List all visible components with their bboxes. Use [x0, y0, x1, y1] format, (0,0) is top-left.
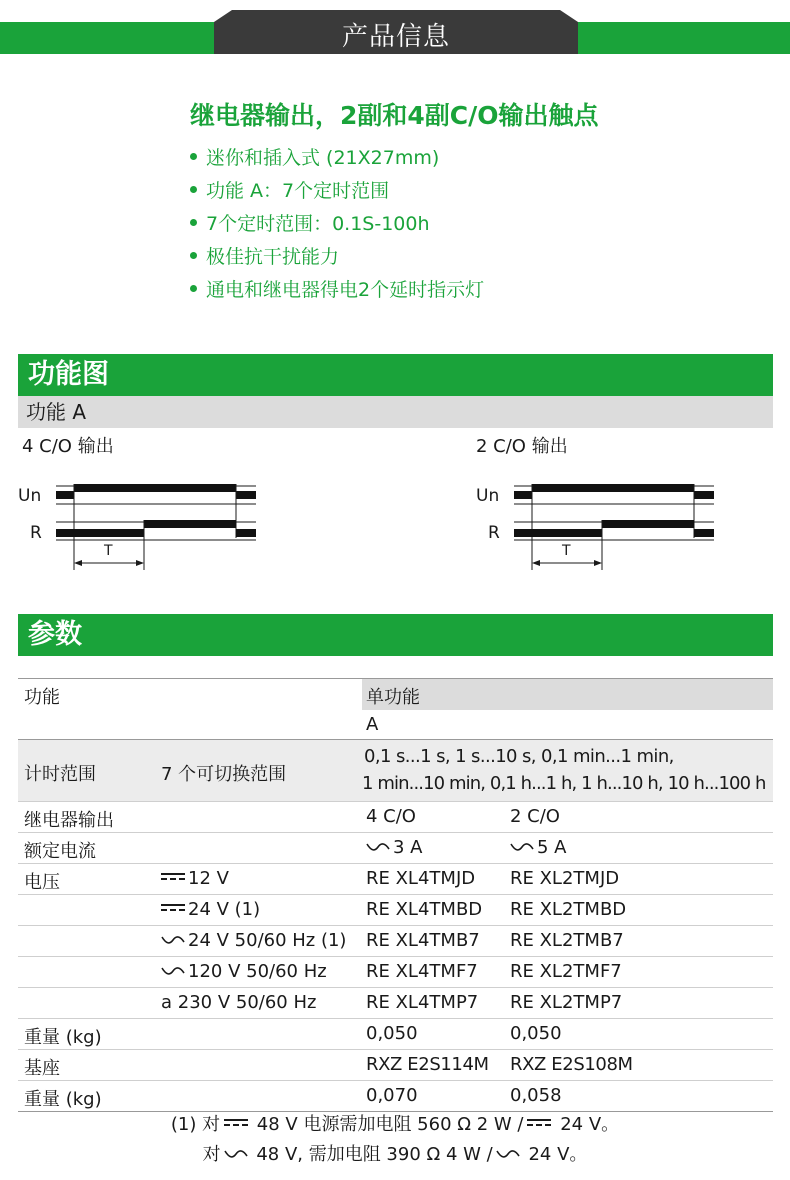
dc-icon	[161, 872, 185, 882]
table-row-voltage	[18, 957, 773, 988]
bullet-icon	[190, 219, 197, 226]
ref-2co: RE XL2TMB7	[510, 930, 624, 951]
function-a-subheader: 功能 A	[18, 396, 773, 428]
base-4co: RXZ E2S114M	[366, 1054, 489, 1075]
base-2co: RXZ E2S108M	[510, 1054, 633, 1075]
table-row-timing	[18, 740, 773, 802]
table-row-weight	[18, 1019, 773, 1050]
timing-diagram-2co	[474, 474, 724, 578]
signal-un-label: Un	[476, 486, 500, 506]
timing-sublabel: 7 个可切换范围	[161, 764, 287, 785]
bullet-icon	[190, 252, 197, 259]
ac-icon	[510, 840, 534, 852]
relay-2co: 2 C/O	[510, 806, 560, 827]
ac-icon	[161, 964, 185, 976]
time-label: T	[104, 543, 113, 559]
function-code: A	[366, 714, 379, 735]
table-row-base	[18, 1050, 773, 1081]
ac-icon	[161, 933, 185, 945]
base-label: 基座	[24, 1058, 60, 1079]
parameter-table	[18, 678, 773, 1112]
dc-icon	[527, 1118, 551, 1128]
weight-2co: 0,050	[510, 1023, 562, 1044]
feature-item: 功能 A：7个定时范围	[190, 175, 484, 208]
footnote-dc: (1) 对 48 V 电源需加电阻 560 Ω 2 W / 24 V。	[170, 1114, 620, 1135]
table-row-base-weight	[18, 1081, 773, 1112]
base-weight-2co: 0,058	[510, 1085, 562, 1106]
current-2co: 5 A	[510, 837, 567, 858]
ref-4co: RE XL4TMB7	[366, 930, 480, 951]
bullet-icon	[190, 153, 197, 160]
dc-icon	[224, 1118, 248, 1128]
voltage-value: 12 V	[161, 868, 229, 889]
feature-item: 7个定时范围：0.1S-100h	[190, 208, 484, 241]
diagram-label-4co: 4 C/O 输出	[22, 436, 114, 457]
ref-4co: RE XL4TMF7	[366, 961, 478, 982]
weight-4co: 0,050	[366, 1023, 418, 1044]
base-weight-4co: 0,070	[366, 1085, 418, 1106]
signal-r-label: R	[30, 523, 42, 543]
timing-label: 计时范围	[24, 764, 96, 785]
voltage-label: 电压	[24, 872, 60, 893]
function-value: 单功能	[366, 687, 420, 708]
ac-icon	[224, 1147, 248, 1159]
weight-label: 重量 (kg)	[24, 1027, 102, 1048]
base-weight-label: 重量 (kg)	[24, 1089, 102, 1110]
signal-r-label: R	[488, 523, 500, 543]
function-value-band	[362, 679, 773, 710]
timing-diagram-svg	[16, 474, 266, 574]
header-tab	[214, 10, 578, 54]
function-diagram-header: 功能图	[18, 354, 773, 396]
ac-icon	[496, 1147, 520, 1159]
current-4co: 3 A	[366, 837, 423, 858]
feature-list	[190, 142, 484, 307]
voltage-value: 24 V 50/60 Hz (1)	[161, 930, 346, 951]
relay-label: 继电器输出	[24, 810, 114, 831]
table-row-function	[18, 678, 773, 740]
table-row-voltage	[18, 895, 773, 926]
relay-4co: 4 C/O	[366, 806, 416, 827]
table-row-voltage	[18, 926, 773, 957]
page-title: 产品信息	[341, 22, 450, 52]
parameters-header: 参数	[18, 614, 773, 656]
timing-diagram-svg	[474, 474, 724, 574]
timing-diagram-4co	[16, 474, 266, 578]
bullet-icon	[190, 186, 197, 193]
table-row-current	[18, 833, 773, 864]
footnote-ac: 对 48 V, 需加电阻 390 Ω 4 W / 24 V。	[202, 1144, 588, 1165]
feature-item: 迷你和插入式 (21X27mm)	[190, 142, 484, 175]
ref-4co: RE XL4TMP7	[366, 992, 479, 1013]
current-label: 额定电流	[24, 841, 96, 862]
feature-item: 极佳抗干扰能力	[190, 241, 484, 274]
signal-un-label: Un	[18, 486, 42, 506]
ref-2co: RE XL2TMBD	[510, 899, 627, 920]
function-label: 功能	[24, 687, 60, 708]
ref-4co: RE XL4TMBD	[366, 899, 483, 920]
feature-item: 通电和继电器得电2个延时指示灯	[190, 274, 484, 307]
voltage-value: 120 V 50/60 Hz	[161, 961, 327, 982]
ac-icon	[366, 840, 390, 852]
ref-4co: RE XL4TMJD	[366, 868, 476, 889]
ref-2co: RE XL2TMJD	[510, 868, 620, 889]
voltage-value: 24 V (1)	[161, 899, 260, 920]
table-row-voltage	[18, 864, 773, 895]
voltage-value: a 230 V 50/60 Hz	[161, 992, 317, 1013]
time-label: T	[562, 543, 571, 559]
ref-2co: RE XL2TMF7	[510, 961, 622, 982]
product-headline: 继电器输出，2副和4副C/O输出触点	[190, 101, 599, 130]
timing-values-line2: 1 min...10 min, 0,1 h...1 h, 1 h...10 h, 10 h...100 h	[362, 773, 766, 794]
ref-2co: RE XL2TMP7	[510, 992, 623, 1013]
dc-icon	[161, 903, 185, 913]
timing-values-line1: 0,1 s...1 s, 1 s...10 s, 0,1 min...1 min,	[364, 746, 674, 767]
bullet-icon	[190, 285, 197, 292]
table-row-relay	[18, 802, 773, 833]
table-row-voltage	[18, 988, 773, 1019]
diagram-label-2co: 2 C/O 输出	[476, 436, 568, 457]
